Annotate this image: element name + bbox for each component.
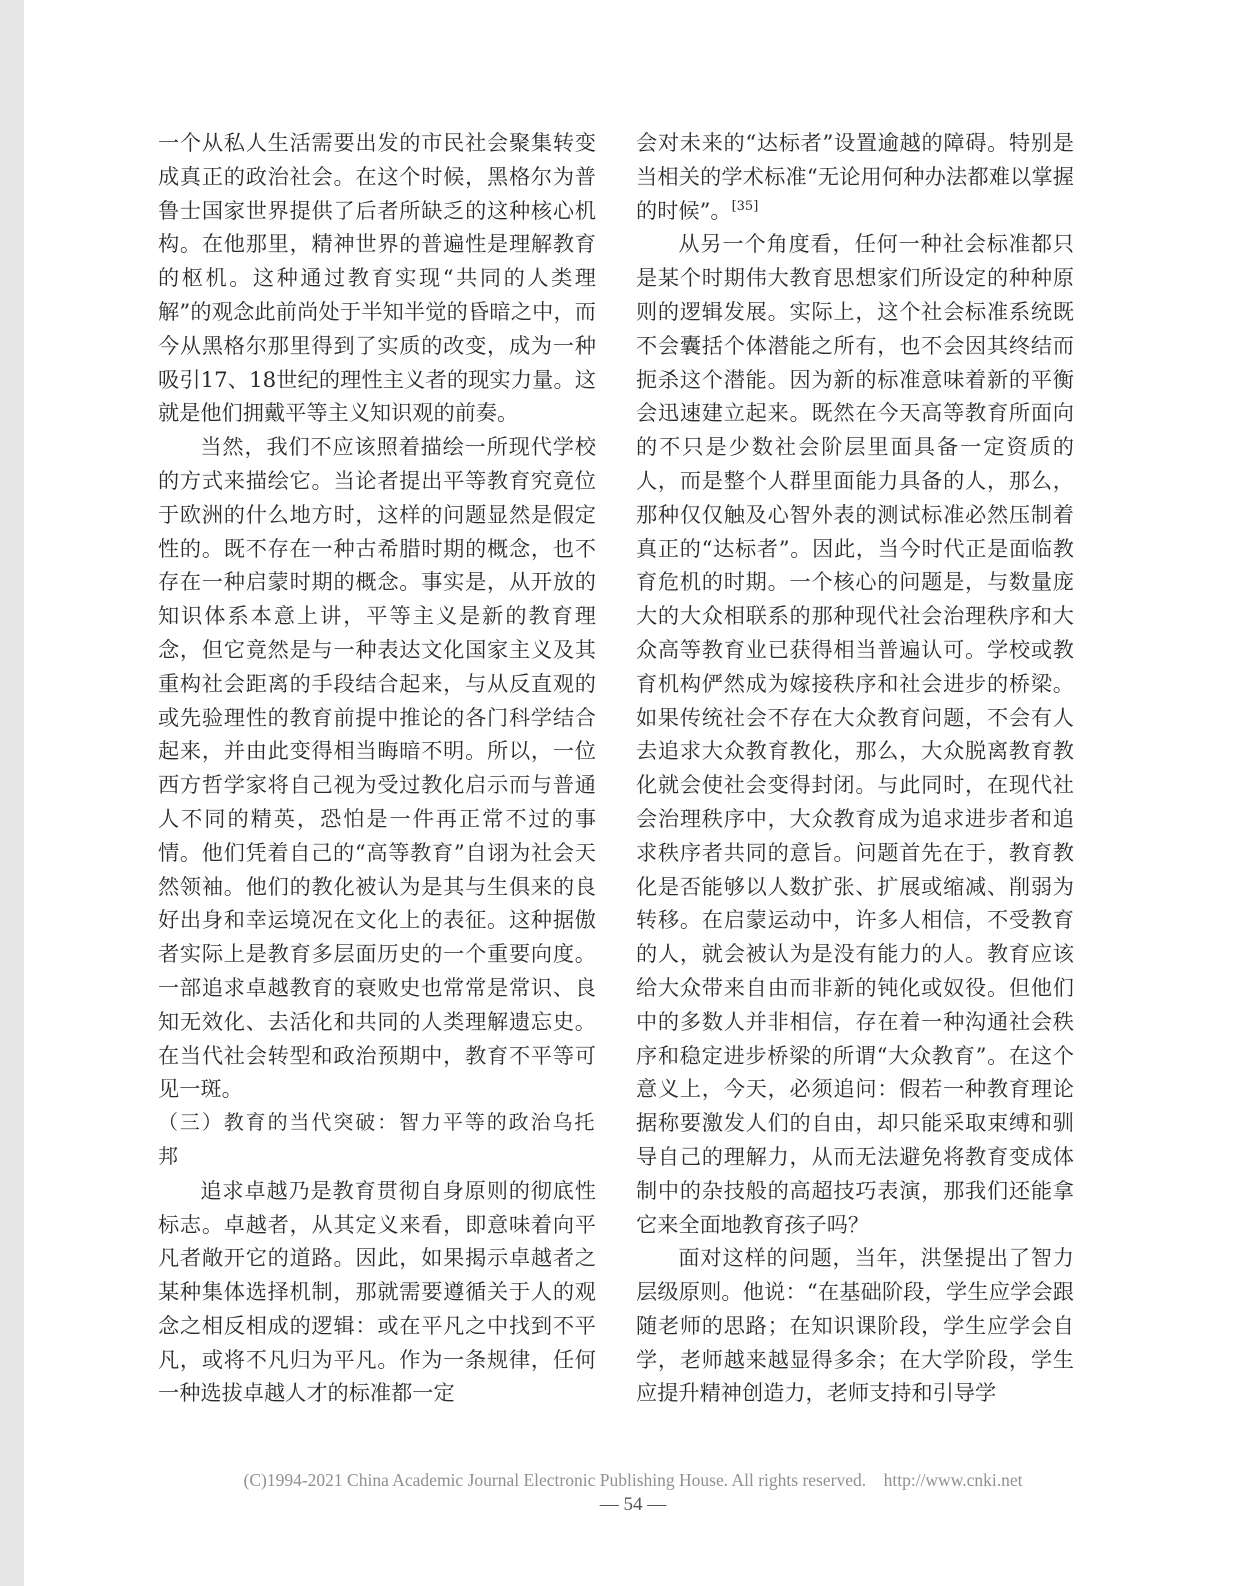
left-column (158, 126, 596, 1410)
journal-page (24, 0, 1242, 1586)
paragraph: 从另一个角度看，任何一种社会标准都只是某个时期伟大教育思想家们所设定的种种原则的逻辑发展。实际上，这个社会标准系统既不会囊括个体潜能之所有，也不会因其终结而扼杀这个潜能。因为新的标准意味着新的平衡会迅速建立起来。既然在今天高等教育所面向的不只是少数社会阶层里面具备一定资质的人，而是整个人群里面能力具备的人，那么，那种仅仅触及心智外表的测试标准必然压制着真正的“达标者”。因此，当今时代正是面临教育危机的时期。一个核心的问题是，与数量庞大的大众相联系的那种现代社会治理秩序和大众高等教育业已获得相当普遍认可。学校或教育机构俨然成为嫁接秩序和社会进步的桥梁。如果传统社会不存在大众教育问题，不会有人去追求大众教育教化，那么，大众脱离教育教化就会使社会变得封闭。与此同时，在现代社会治理秩序中，大众教育成为追求进步者和追求秩序者共同的意旨。问题首先在于，教育教化是否能够以人数扩张、扩展或缩减、削弱为转移。在启蒙运动中，许多人相信，不受教育的人，就会被认为是没有能力的人。教育应该给大众带来自由而非新的钝化或奴役。但他们中的多数人并非相信，存在着一种沟通社会秩序和稳定进步桥梁的所谓“大众教育”。在这个意义上，今天，必须追问：假若一种教育理论据称要激发人们的自由，却只能采取束缚和驯导自己的理解力，从而无法避免将教育变成体制中的杂技般的高超技巧表演，那我们还能拿它来全面地教育孩子吗？ (636, 231, 1074, 1237)
copyright-footer (24, 1470, 1242, 1491)
paragraph: 当然，我们不应该照着描绘一所现代学校的方式来描绘它。当论者提出平等教育究竟位于欧洲的什么地方时，这样的问题显然是假定性的。既不存在一种古希腊时期的概念，也不存在一种启蒙时期的概念。事实是，从开放的知识体系本意上讲，平等主义是新的教育理念，但它竟然是与一种表达文化国家主义及其重构社会距离的手段结合起来，与从反直观的或先验理性的教育前提中推论的各门科学结合起来，并由此变得相当晦暗不明。所以，一位西方哲学家将自己视为受过教化启示而与普通人不同的精英，恐怕是一件再正常不过的事情。他们凭着自己的“高等教育”自诩为社会天然领袖。他们的教化被认为是其与生俱来的良好出身和幸运境况在文化上的表征。这种据傲者实际上是教育多层面历史的一个重要向度。一部追求卓越教育的衰败史也常常是常识、良知无效化、去活化和共同的人类理解遗忘史。在当代社会转型和政治预期中，教育不平等可见一斑。 (158, 434, 596, 1102)
cnki-url: http://www.cnki.net (883, 1470, 1023, 1490)
copyright-text: (C)1994-2021 China Academic Journal Electronic Publishing House. All rights reserved. (243, 1470, 867, 1490)
right-column (636, 126, 1074, 1410)
paragraph: 面对这样的问题，当年，洪堡提出了智力层级原则。他说：“在基础阶段，学生应学会跟随老师的思路；在知识课阶段，学生应学会自学，老师越来越显得多余；在大学阶段，学生应提升精神创造力，老师支持和引导学 (636, 1245, 1074, 1406)
paragraph-text: 会对未来的“达标者”设置逾越的障碍。特别是当相关的学术标准“无论用何种办法都难以掌握的时候”。 (636, 130, 1074, 223)
paragraph: 追求卓越乃是教育贯彻自身原则的彻底性标志。卓越者，从其定义来看，即意味着向平凡者敞开它的道路。因此，如果揭示卓越者之某种集体选择机制，那就需要遵循关于人的观念之相反相成的逻辑：或在平凡之中找到不平凡，或将不凡归为平凡。作为一条规律，任何一种选拔卓越人才的标准都一定 (158, 1177, 596, 1406)
paragraph (636, 126, 1074, 227)
page-number: — 54 — (599, 1494, 667, 1515)
citation-ref: [35] (731, 198, 759, 214)
section-heading: （三）教育的当代突破：智力平等的政治乌托邦 (158, 1110, 596, 1168)
paragraph: 一个从私人生活需要出发的市民社会聚集转变成真正的政治社会。在这个时候，黑格尔为普鲁士国家世界提供了后者所缺乏的这种核心机构。在他那里，精神世界的普遍性是理解教育的枢机。这种通过教育实现“共同的人类理解”的观念此前尚处于半知半觉的昏暗之中，而今从黑格尔那里得到了实质的改变，成为一种吸引17、18世纪的理性主义者的现实力量。这就是他们拥戴平等主义知识观的前奏。 (158, 130, 596, 426)
